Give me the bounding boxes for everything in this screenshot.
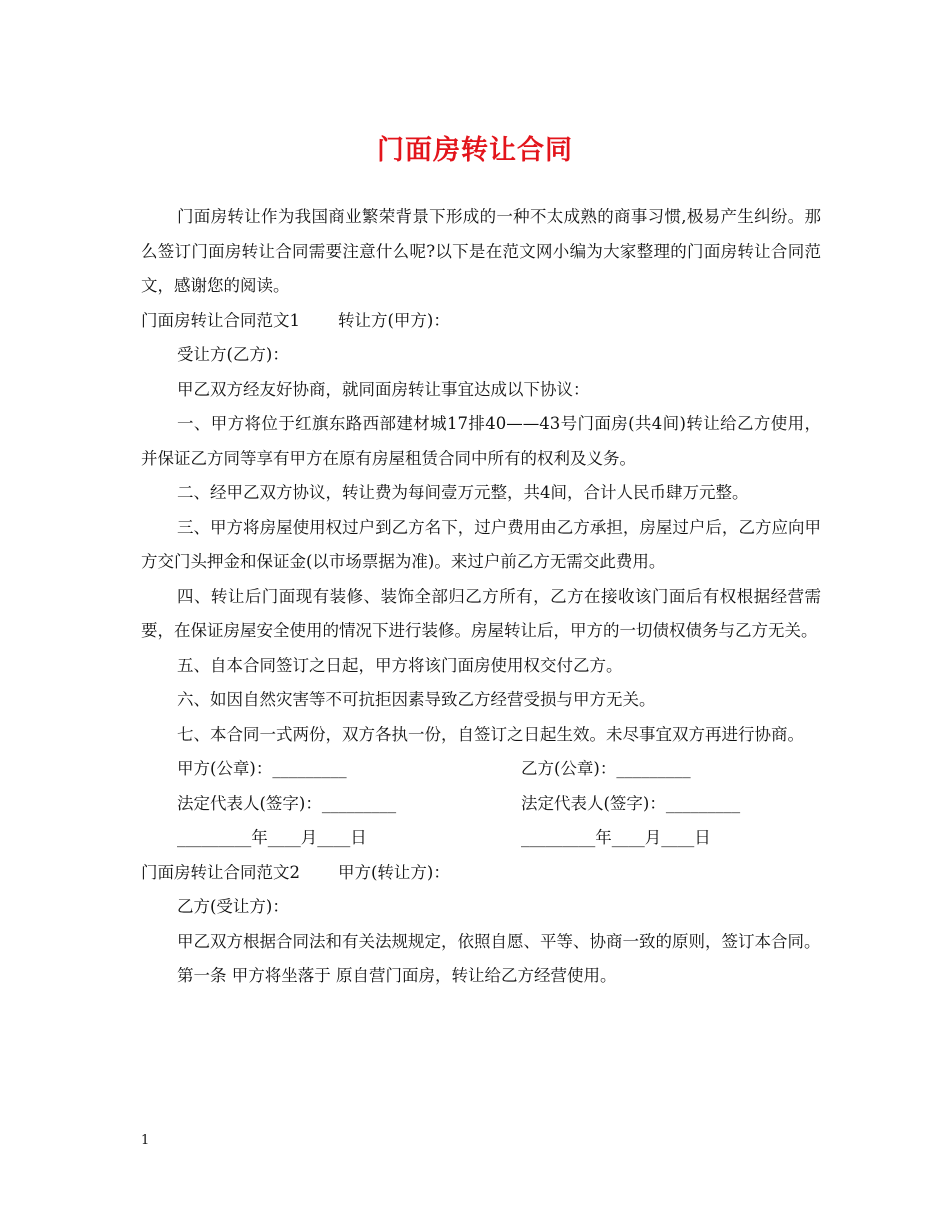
clause-7: 七、本合同一式两份，双方各执一份，自签订之日起生效。未尽事宜双方再进行协商。 (177, 724, 804, 744)
sample2-party-a: 甲方(转让方)： (338, 862, 450, 882)
sample1-party-a: 转让方(甲方)： (338, 310, 450, 330)
sample2-party-b: 乙方(受让方)： (177, 897, 289, 916)
clause-5: 五、自本合同签订之日起，甲方将该门面房使用权交付乙方。 (177, 655, 623, 675)
clause-4: 四、转让后门面现有装修、装饰全部归乙方所有，乙方在接收该门面后有权根据经营需要，在保证房屋安全使用的情况下进行装修。房屋转让后，甲方的一切债权债务与乙方无关。 (141, 586, 821, 640)
party-b-seal: 乙方(公章)：_________ (521, 759, 691, 778)
sample1-party-b: 受让方(乙方)： (177, 345, 289, 364)
clause-1: 一、甲方将位于红旗东路西部建材城17排40——43号门面房(共4间)转让给乙方使用，并保证乙方同等享有甲方在原有房屋租赁合同中所有的权利及义务。 (141, 414, 821, 468)
party-b-date: _________年____月____日 (521, 828, 711, 847)
sample2-heading-line (141, 856, 821, 891)
signature-rep-row (141, 787, 821, 822)
party-a-date: _________年____月____日 (177, 828, 367, 847)
signature-seal-row (141, 752, 821, 787)
party-a-representative: 法定代表人(签字)：_________ (177, 793, 397, 813)
sample2-heading: 门面房转让合同范文2 (141, 862, 300, 882)
article-1: 第一条 甲方将坐落于 原自营门面房，转让给乙方经营使用。 (177, 966, 617, 985)
clause-2: 二、经甲乙双方协议，转让费为每间壹万元整，共4间，合计人民币肆万元整。 (177, 483, 749, 502)
page-number: 1 (141, 1133, 150, 1148)
document-body (141, 200, 821, 994)
signature-date-row (141, 821, 821, 856)
sample1-heading-line (141, 304, 821, 339)
party-a-seal: 甲方(公章)：_________ (177, 759, 347, 778)
intro-paragraph: 门面房转让作为我国商业繁荣背景下形成的一种不太成熟的商事习惯,极易产生纠纷。那么签订门面房转让合同需要注意什么呢?以下是在范文网小编为大家整理的门面房转让合同范文，感谢您的阅读。 (141, 207, 821, 295)
clause-3: 三、甲方将房屋使用权过户到乙方名下，过户费用由乙方承担，房屋过户后，乙方应向甲方交门头押金和保证金(以市场票据为准)。来过户前乙方无需交此费用。 (141, 517, 821, 571)
sample1-agreement: 甲乙双方经友好协商，就同面房转让事宜达成以下协议： (177, 379, 590, 399)
clause-6: 六、如因自然灾害等不可抗拒因素导致乙方经营受损与甲方无关。 (177, 690, 656, 709)
sample2-basis: 甲乙双方根据合同法和有关法规规定，依照自愿、平等、协商一致的原则，签订本合同。 (177, 931, 821, 951)
document-title: 门面房转让合同 (377, 135, 573, 166)
party-b-representative: 法定代表人(签字)：_________ (521, 793, 741, 813)
sample1-heading: 门面房转让合同范文1 (141, 310, 300, 330)
